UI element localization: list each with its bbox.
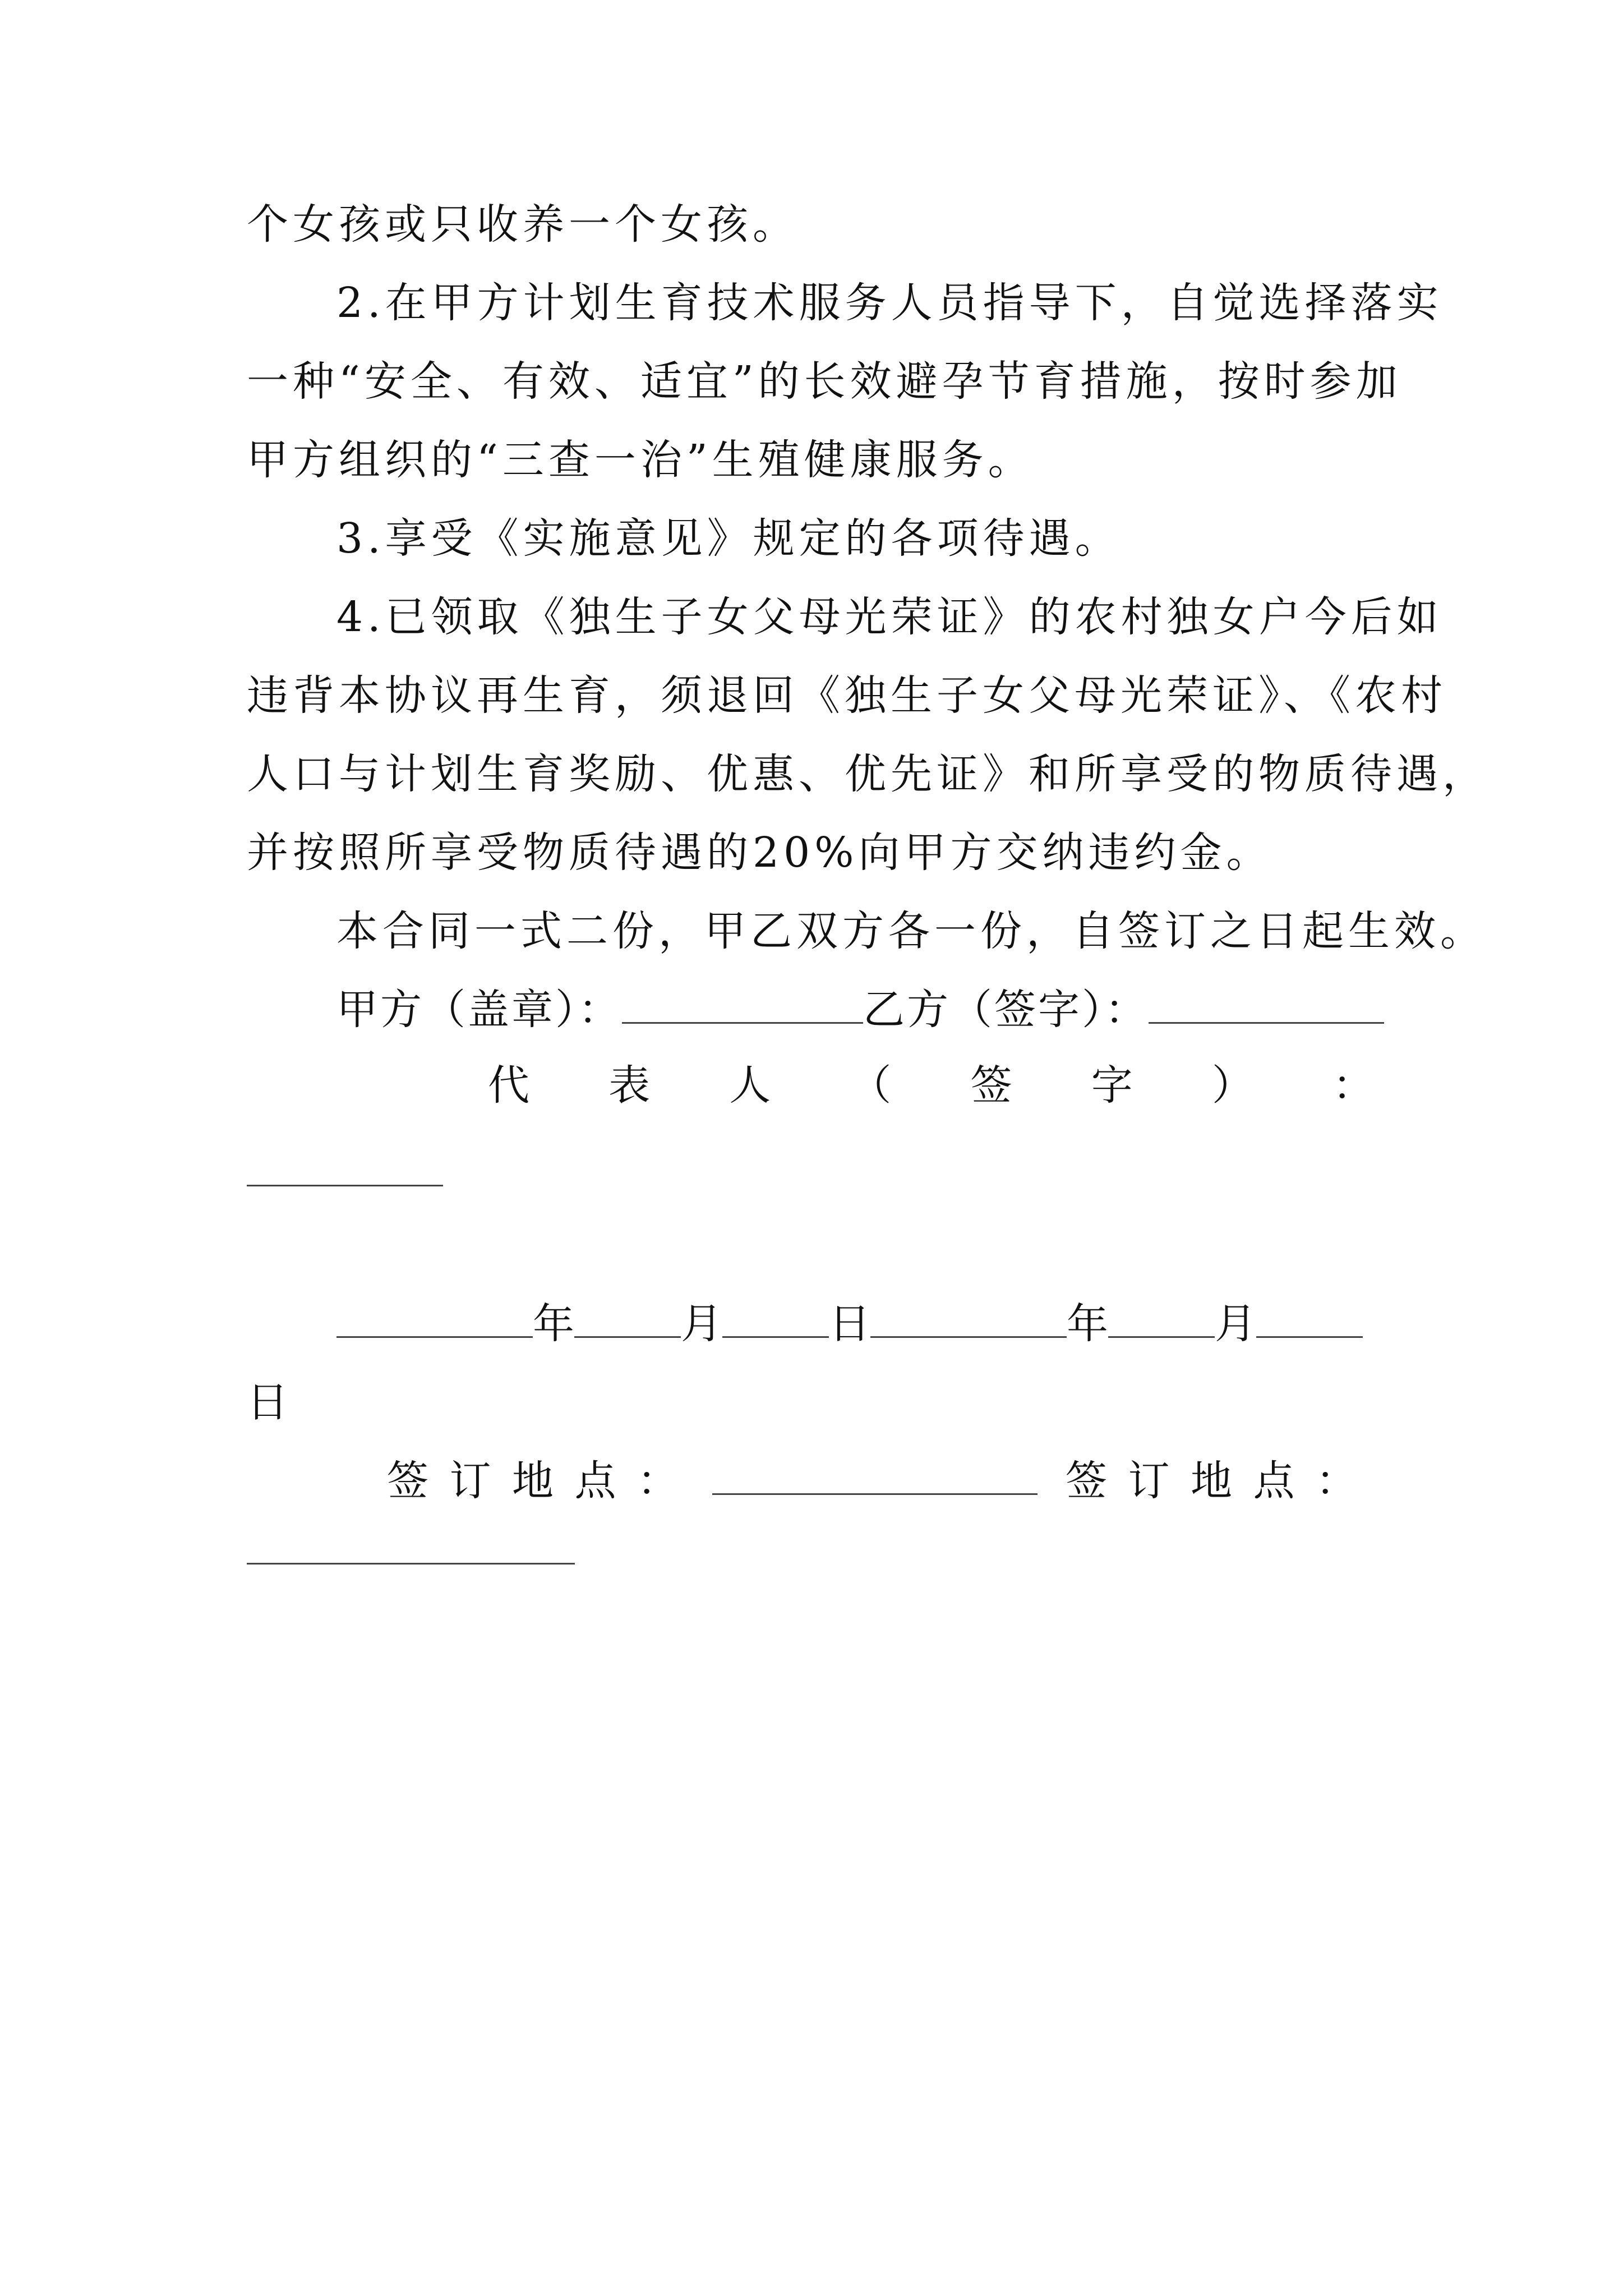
party-a-place-label	[387, 1453, 679, 1509]
party-signature-line	[336, 982, 1384, 1038]
signing-place-line	[387, 1453, 1374, 1509]
place-char: 点	[574, 1457, 616, 1505]
party-b-label: 乙方（签字）：	[863, 986, 1149, 1034]
party-a-label: 甲方（盖章）：	[336, 986, 622, 1034]
date-line	[336, 1296, 1363, 1352]
party-b-year-field[interactable]	[870, 1303, 1067, 1338]
rep-char: （	[850, 1061, 892, 1110]
item-4-line-4: 并按照所享受物质待遇的20%向甲方交纳违约金。	[247, 829, 1272, 877]
party-b-place-field[interactable]	[247, 1563, 575, 1565]
place-char: 地	[512, 1457, 554, 1505]
rep-char: ）	[1211, 1061, 1253, 1110]
place-char: ：	[637, 1457, 679, 1505]
closing-clause: 本合同一式二份，甲乙双方各一份，自签订之日起生效。	[336, 907, 1486, 955]
date-day-wrap: 日	[247, 1378, 293, 1427]
representative-signature-field[interactable]	[247, 1185, 443, 1186]
rep-char: 签	[970, 1061, 1012, 1110]
representative-signature-line	[488, 1057, 1374, 1114]
place-char: 签	[1066, 1457, 1107, 1505]
year-label: 年	[1067, 1300, 1108, 1348]
rep-char: 代	[488, 1061, 529, 1110]
paragraph-continuation: 个女孩或只收养一个女孩。	[247, 200, 799, 249]
day-label: 日	[829, 1300, 870, 1348]
rep-char: 人	[729, 1061, 771, 1110]
place-char: 地	[1191, 1457, 1232, 1505]
place-char: 点	[1253, 1457, 1295, 1505]
item-4-line-1: 4.已领取《独生子女父母光荣证》的农村独女户今后如	[336, 593, 1443, 641]
party-a-day-field[interactable]	[722, 1303, 829, 1338]
item-2-line-2: 一种“安全、有效、适宜”的长效避孕节育措施，按时参加	[247, 357, 1402, 406]
party-b-month-field[interactable]	[1108, 1303, 1215, 1338]
rep-char: 字	[1091, 1061, 1133, 1110]
party-b-day-field[interactable]	[1256, 1303, 1363, 1338]
place-char: 订	[449, 1457, 491, 1505]
place-char: ：	[1316, 1457, 1357, 1505]
party-a-seal-field[interactable]	[622, 988, 863, 1024]
party-a-year-field[interactable]	[336, 1303, 533, 1338]
item-4-line-2: 违背本协议再生育，须退回《独生子女父母光荣证》、《农村	[247, 671, 1447, 720]
party-a-month-field[interactable]	[574, 1303, 681, 1338]
item-3: 3.享受《实施意见》规定的各项待遇。	[336, 514, 1121, 563]
rep-char: ：	[1332, 1061, 1374, 1110]
year-label: 年	[533, 1300, 574, 1348]
item-4-line-3: 人口与计划生育奖励、优惠、优先证》和所享受的物质待遇，	[247, 750, 1488, 798]
month-label: 月	[1215, 1300, 1256, 1348]
party-a-place-field[interactable]	[712, 1460, 1038, 1495]
place-char: 签	[387, 1457, 428, 1505]
party-b-signature-field[interactable]	[1149, 988, 1384, 1024]
month-label: 月	[681, 1300, 722, 1348]
party-b-place-label	[1066, 1453, 1357, 1509]
rep-char: 表	[608, 1061, 651, 1110]
item-2-line-3: 甲方组织的“三查一治”生殖健康服务。	[247, 436, 1034, 484]
item-2-line-1: 2.在甲方计划生育技术服务人员指导下，自觉选择落实	[336, 279, 1443, 327]
place-char: 订	[1128, 1457, 1170, 1505]
